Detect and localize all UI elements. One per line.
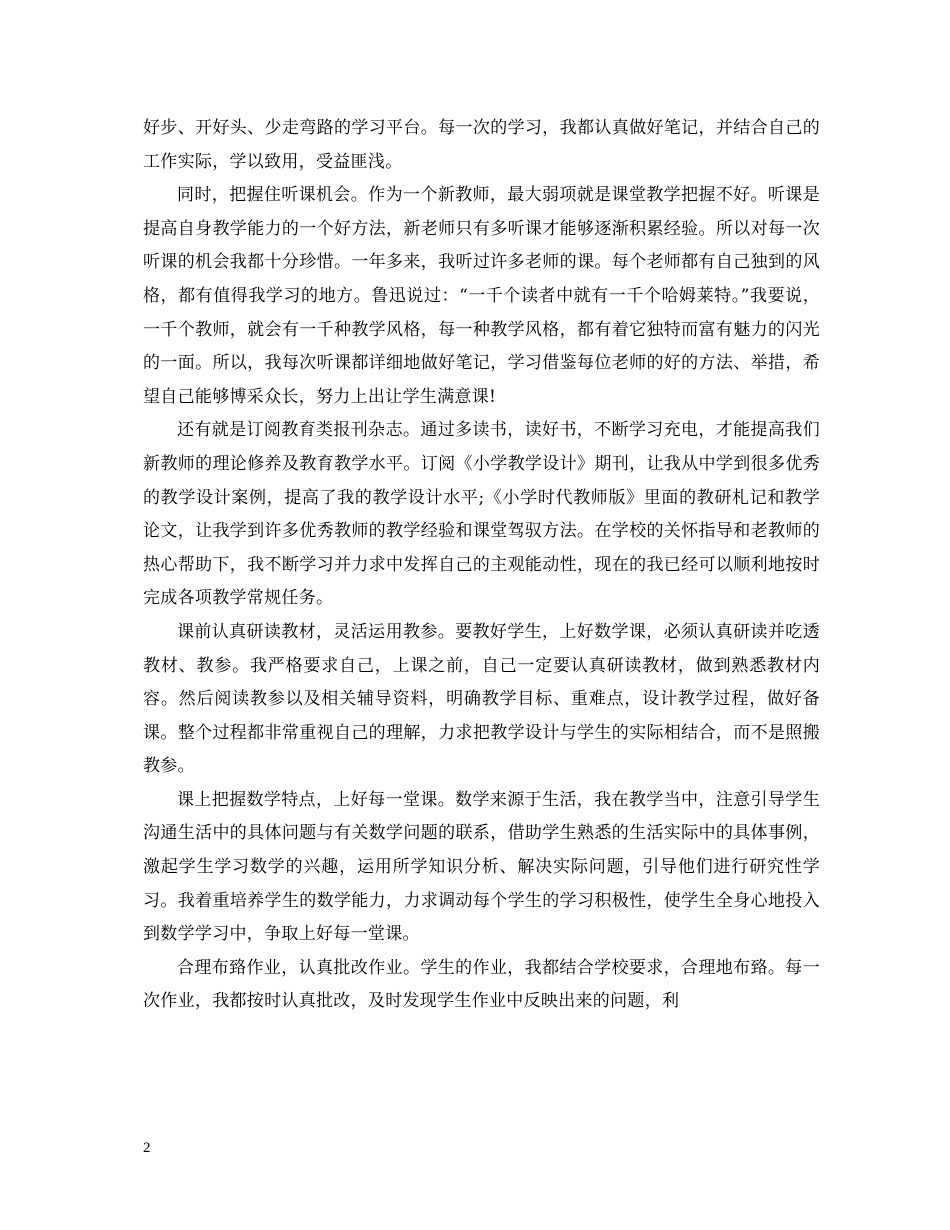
paragraph-2: 同时，把握住听课机会。作为一个新教师，最大弱项就是课堂教学把握不好。听课是提高自身教学能力的一个好方法，新老师只有多听课才能够逐渐积累经验。所以对每一次听课的机会我都十分珍惜。一年多来，我听过许多老师的课。每个老师都有自己独到的风格，都有值得我学习的地方。鲁迅说过：“一千个读者中就有一千个哈姆莱特。”我要说，一千个教师，就会有一千种教学风格，每一种教学风格，都有着它独特而富有魅力的闪光的一面。所以，我每次听课都详细地做好笔记，学习借鉴每位老师的好的方法、举措，希望自己能够博采众长，努力上出让学生满意课! [143,185,820,407]
paragraph-1: 好步、开好头、少走弯路的学习平台。每一次的学习，我都认真做好笔记，并结合自己的工作实际，学以致用，受益匪浅。 [143,118,820,172]
paragraph-6: 合理布臵作业，认真批改作业。学生的作业，我都结合学校要求，合理地布臵。每一次作业，我都按时认真批改，及时发现学生作业中反映出来的问题，利 [143,957,820,1012]
paragraph-5: 课上把握数学特点，上好每一堂课。数学来源于生活，我在教学当中，注意引导学生沟通生活中的具体问题与有关数学问题的联系，借助学生熟悉的生活实际中的具体事例，激起学生学习数学的兴趣，运用所学知识分析、解决实际问题，引导他们进行研究性学习。我着重培养学生的数学能力，力求调动每个学生的学习积极性，使学生全身心地投入到数学学习中，争取上好每一堂课。 [143,789,820,945]
paragraph-4: 课前认真研读教材，灵活运用教参。要教好学生，上好数学课，必须认真研读并吃透教材、教参。我严格要求自己，上课之前，自己一定要认真研读教材，做到熟悉教材内容。然后阅读教参以及相关辅导资料，明确教学目标、重难点，设计教学过程，做好备课。整个过程都非常重视自己的理解，力求把教学设计与学生的实际相结合，而不是照搬教参。 [143,621,820,777]
page-number: 2 [143,1140,151,1156]
paragraph-3: 还有就是订阅教育类报刊杂志。通过多读书，读好书，不断学习充电，才能提高我们新教师的理论修养及教育教学水平。订阅《小学教学设计》期刊，让我从中学到很多优秀的教学设计案例，提高了我的教学设计水平;《小学时代教师版》里面的教研札记和教学论文，让我学到许多优秀教师的教学经验和课堂驾驭方法。在学校的关怀指导和老教师的热心帮助下，我不断学习并力求中发挥自己的主观能动性，现在的我已经可以顺利地按时完成各项教学常规任务。 [143,420,820,609]
document-body [143,112,820,1019]
